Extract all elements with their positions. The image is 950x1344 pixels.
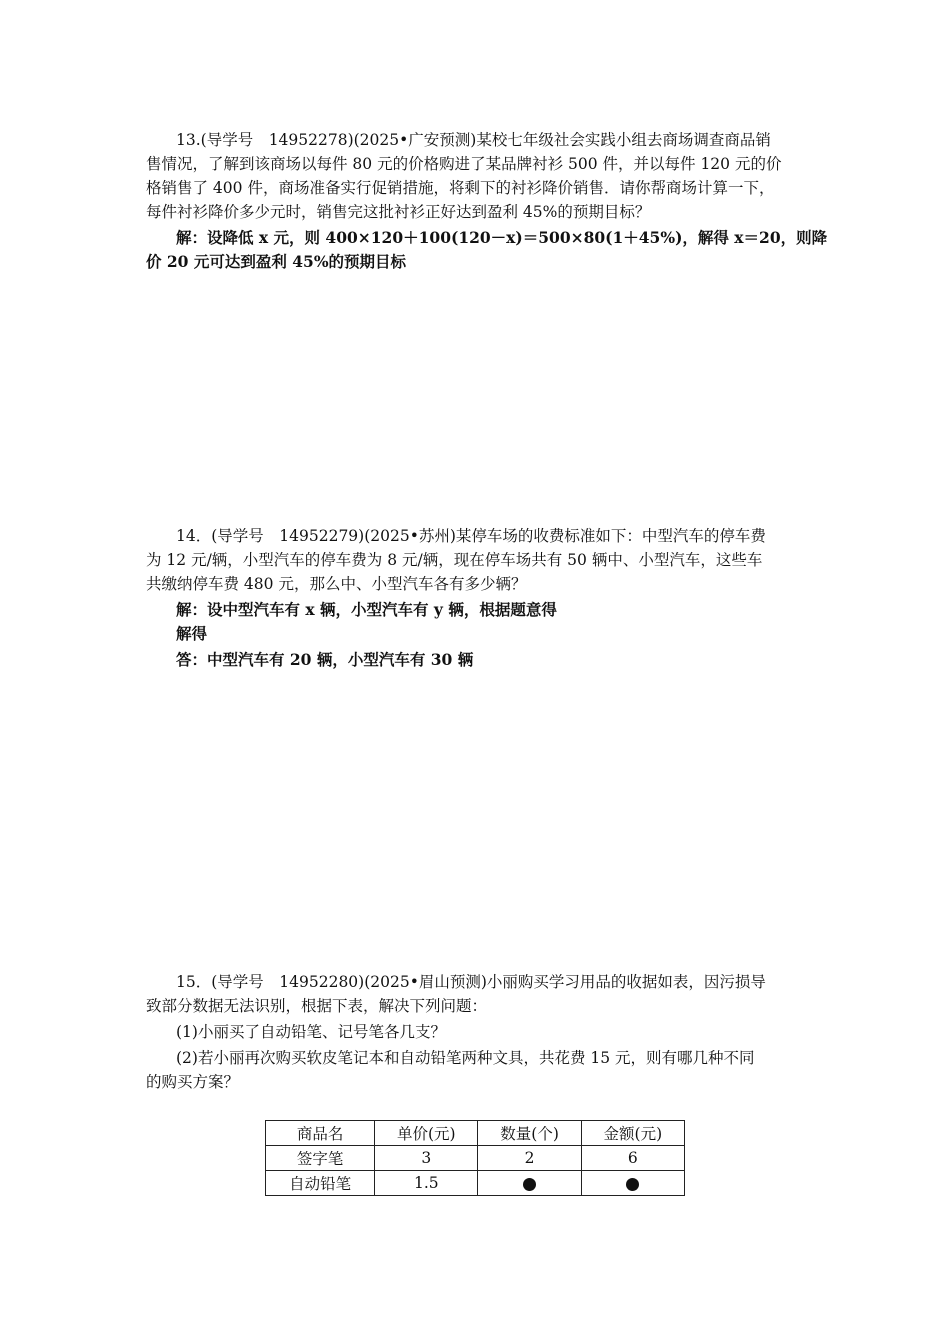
q15-part-1: (1)小丽买了自动铅笔、记号笔各几支？ bbox=[176, 1023, 446, 1041]
q14-solution-2: 解得 bbox=[176, 624, 208, 643]
cell-unit-price: 1.5 bbox=[375, 1171, 478, 1196]
header-unit-price: 单价(元) bbox=[375, 1121, 478, 1146]
q13-line-1: 13.(导学号 14952278)(2025•广安预测)某校七年级社会实践小组去商场调查商品销 bbox=[176, 131, 771, 149]
q13-line-4: 每件衬衫降价多少元时，销售完这批衬衫正好达到盈利 45%的预期目标？ bbox=[146, 203, 651, 221]
q13-line-2: 售情况，了解到该商场以每件 80 元的价格购进了某品牌衬衫 500 件，并以每件 120 元的价 bbox=[146, 155, 782, 173]
q13-line-3: 格销售了 400 件，商场准备实行促销措施，将剩下的衬衫降价销售．请你帮商场计算一下， bbox=[146, 179, 775, 197]
q15-part-2a: (2)若小丽再次购买软皮笔记本和自动铅笔两种文具，共花费 15 元，则有哪几种不同 bbox=[176, 1049, 755, 1067]
ink-blot-icon bbox=[523, 1178, 536, 1191]
q14-line-2: 为 12 元/辆，小型汽车的停车费为 8 元/辆，现在停车场共有 50 辆中、小型汽车，这些车 bbox=[146, 551, 763, 569]
q15-part-2b: 的购买方案？ bbox=[146, 1073, 240, 1091]
cell-quantity-smudged bbox=[478, 1171, 581, 1196]
q14-answer: 答：中型汽车有 20 辆，小型汽车有 30 辆 bbox=[176, 650, 474, 669]
receipt-table bbox=[265, 1120, 685, 1196]
cell-unit-price: 3 bbox=[375, 1146, 478, 1171]
cell-amount: 6 bbox=[581, 1146, 684, 1171]
header-item-name: 商品名 bbox=[266, 1121, 375, 1146]
ink-blot-icon bbox=[626, 1178, 639, 1191]
cell-item-name: 签字笔 bbox=[266, 1146, 375, 1171]
table-header-row bbox=[266, 1121, 685, 1146]
q14-line-3: 共缴纳停车费 480 元，那么中、小型汽车各有多少辆？ bbox=[146, 575, 527, 593]
cell-amount-smudged bbox=[581, 1171, 684, 1196]
cell-quantity: 2 bbox=[478, 1146, 581, 1171]
header-quantity: 数量(个) bbox=[478, 1121, 581, 1146]
q15-line-1: 15．(导学号 14952280)(2025•眉山预测)小丽购买学习用品的收据如表，因污损导 bbox=[176, 973, 766, 991]
cell-item-name: 自动铅笔 bbox=[266, 1171, 375, 1196]
q13-solution-1: 解：设降低 x 元，则 400×120＋100(120－x)＝500×80(1＋45%)，解得 x＝20，则降 bbox=[176, 228, 828, 247]
q14-solution-1: 解：设中型汽车有 x 辆，小型汽车有 y 辆，根据题意得 bbox=[176, 600, 557, 619]
q14-line-1: 14．(导学号 14952279)(2025•苏州)某停车场的收费标准如下：中型汽车的停车费 bbox=[176, 527, 766, 545]
table-row bbox=[266, 1171, 685, 1196]
header-amount: 金额(元) bbox=[581, 1121, 684, 1146]
table-row bbox=[266, 1146, 685, 1171]
q15-line-2: 致部分数据无法识别，根据下表，解决下列问题： bbox=[146, 997, 488, 1015]
q13-solution-2: 价 20 元可达到盈利 45%的预期目标 bbox=[146, 252, 407, 271]
